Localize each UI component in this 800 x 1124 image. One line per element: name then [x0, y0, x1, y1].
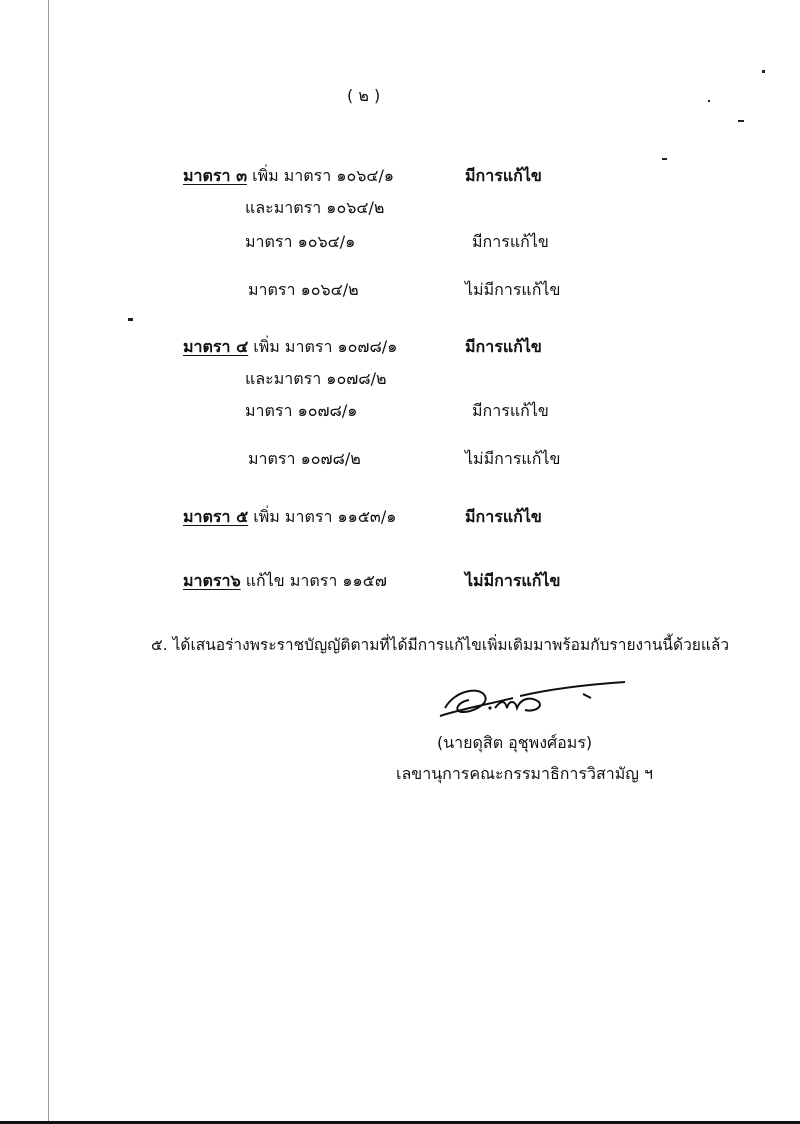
handwritten-signature [435, 678, 635, 728]
section-label: มาตรา ๓ [183, 166, 248, 185]
section-heading-text: แก้ไข มาตรา ๑๑๕๗ [240, 571, 387, 590]
item-status: ไม่มีการแก้ไข [465, 280, 561, 299]
scan-speck [662, 158, 667, 160]
section-continuation: และมาตรา ๑๐๖๔/๒ [245, 198, 385, 217]
item-status: มีการแก้ไข [472, 232, 549, 251]
page-number: ( ๒ ) [347, 86, 381, 105]
section-heading [183, 571, 387, 591]
paragraph-5: ๕. ได้เสนอร่างพระราชบัญญัติตามที่ได้มีการแก้ไขเพิ่มเติมมาพร้อมกับรายงานนี้ด้วยแล้ว [151, 636, 730, 654]
section-heading-text: เพิ่ม มาตรา ๑๐๖๔/๑ [247, 166, 395, 185]
section-status: ไม่มีการแก้ไข [465, 571, 561, 590]
page-left-edge-line [48, 0, 49, 1124]
section-heading [183, 507, 396, 527]
section-heading-text: เพิ่ม มาตรา ๑๐๗๘/๑ [248, 337, 398, 356]
scan-speck [128, 318, 133, 321]
section-label: มาตรา ๔ [183, 337, 249, 356]
item-status: ไม่มีการแก้ไข [465, 449, 561, 468]
item-status: มีการแก้ไข [472, 401, 549, 420]
section-heading [183, 337, 397, 357]
section-heading-text: เพิ่ม มาตรา ๑๑๕๓/๑ [248, 507, 397, 526]
section-continuation: และมาตรา ๑๐๗๘/๒ [245, 369, 387, 388]
section-status: มีการแก้ไข [465, 337, 542, 356]
section-label: มาตรา ๕ [183, 507, 249, 526]
item-label: มาตรา ๑๐๗๘/๒ [248, 449, 361, 468]
section-status: มีการแก้ไข [465, 166, 542, 185]
scan-speck [708, 100, 710, 102]
item-label: มาตรา ๑๐๗๘/๑ [245, 401, 358, 420]
section-status: มีการแก้ไข [465, 507, 542, 526]
item-label: มาตรา ๑๐๖๔/๒ [248, 280, 359, 299]
section-label: มาตรา๖ [183, 571, 241, 590]
scan-speck [738, 120, 744, 122]
signer-name: (นายดุสิต อุชุพงศ์อมร) [437, 733, 593, 752]
section-heading [183, 166, 394, 186]
scan-speck [762, 70, 765, 73]
signer-title: เลขานุการคณะกรรมาธิการวิสามัญ ฯ [396, 764, 653, 783]
item-label: มาตรา ๑๐๖๔/๑ [245, 232, 356, 251]
